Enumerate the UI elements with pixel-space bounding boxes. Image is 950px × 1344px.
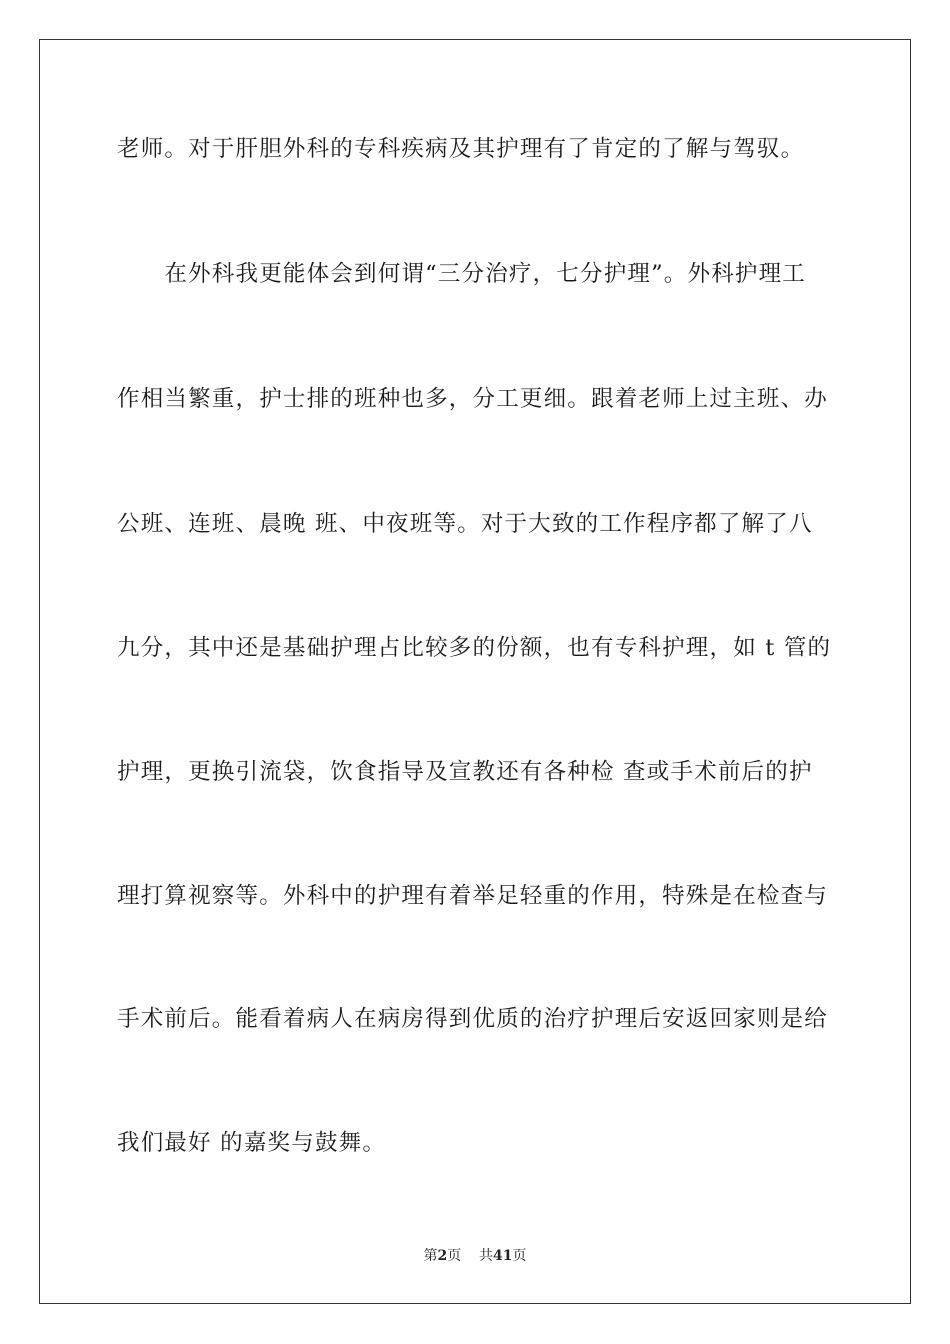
text-line-7: 理打算视察等。外科中的护理有着举足轻重的作用，特殊是在检查与 [117,883,829,909]
text-line-3: 作相当繁重，护士排的班种也多，分工更细。跟着老师上过主班、办 [117,386,829,412]
text-line-8: 手术前后。能看着病人在病房得到优质的治疗护理后安返回家则是给 [117,1006,829,1032]
page-footer [0,1247,950,1265]
text-line-9: 我们最好 的嘉奖与鼓舞。 [117,1130,387,1156]
text-line-4: 公班、连班、晨晚 班、中夜班等。对于大致的工作程序都了解了八 [117,511,813,537]
footer-total-suffix: 页 [512,1248,527,1264]
footer-page-suffix: 页 [447,1248,462,1264]
text-line-1: 老师。对于肝胆外科的专科疾病及其护理有了肯定的了解与驾驭。 [117,136,805,162]
footer-prefix: 第 [423,1248,438,1264]
text-line-5: 九分，其中还是基础护理占比较多的份额，也有专科护理，如 t 管的 [117,635,832,661]
page-number: 2 [437,1248,448,1264]
footer-total-prefix: 共 [479,1248,494,1264]
total-pages: 41 [493,1248,513,1264]
text-line-2: 在外科我更能体会到何谓“三分治疗，七分护理”。外科护理工 [117,261,807,287]
text-line-6: 护理，更换引流袋，饮食指导及宣教还有各种检 查或手术前后的护 [117,759,813,785]
page-border [39,39,911,1304]
